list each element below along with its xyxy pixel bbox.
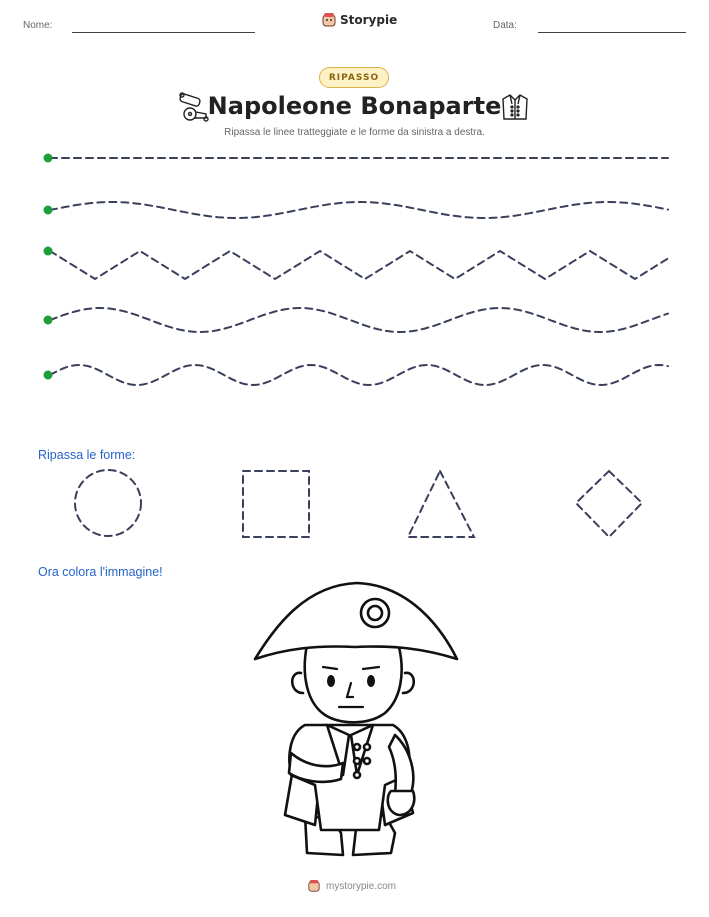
- instructions: Ripassa le linee tratteggiate e le forme da sinistra a destra.: [224, 127, 485, 138]
- trace-triangle[interactable]: [408, 471, 474, 537]
- tracing-line-2[interactable]: [50, 202, 668, 218]
- trace-circle[interactable]: [75, 470, 141, 536]
- review-badge: RIPASSO: [319, 67, 389, 88]
- start-dot-1: [44, 154, 53, 163]
- date-label: Data:: [493, 20, 517, 31]
- coloring-heading: Ora colora l'immagine!: [38, 565, 163, 579]
- tracing-line-5[interactable]: [50, 365, 668, 385]
- footer-url[interactable]: mystorypie.com: [326, 880, 397, 892]
- shapes-row[interactable]: [0, 465, 709, 545]
- name-line[interactable]: [72, 32, 255, 33]
- uniform-jacket-icon: [500, 92, 530, 122]
- name-label: Nome:: [23, 20, 53, 31]
- storypie-logo-icon: [322, 13, 336, 27]
- brand-name: Storypie: [340, 13, 398, 27]
- page-title: Napoleone Bonaparte: [207, 92, 502, 120]
- start-dot-4: [44, 316, 53, 325]
- trace-diamond[interactable]: [576, 471, 642, 537]
- storypie-logo-icon: [308, 880, 320, 892]
- brand: [322, 13, 397, 27]
- start-dot-3: [44, 247, 53, 256]
- shapes-heading: Ripassa le forme:: [38, 448, 136, 462]
- date-line[interactable]: [538, 32, 686, 33]
- footer: [308, 880, 396, 892]
- trace-square[interactable]: [243, 471, 309, 537]
- start-dot-5: [44, 371, 53, 380]
- tracing-line-4[interactable]: [50, 308, 668, 332]
- tracing-line-3[interactable]: [50, 251, 668, 279]
- napoleon-coloring-image[interactable]: [245, 575, 465, 865]
- tracing-lines[interactable]: [0, 140, 709, 400]
- start-dot-2: [44, 206, 53, 215]
